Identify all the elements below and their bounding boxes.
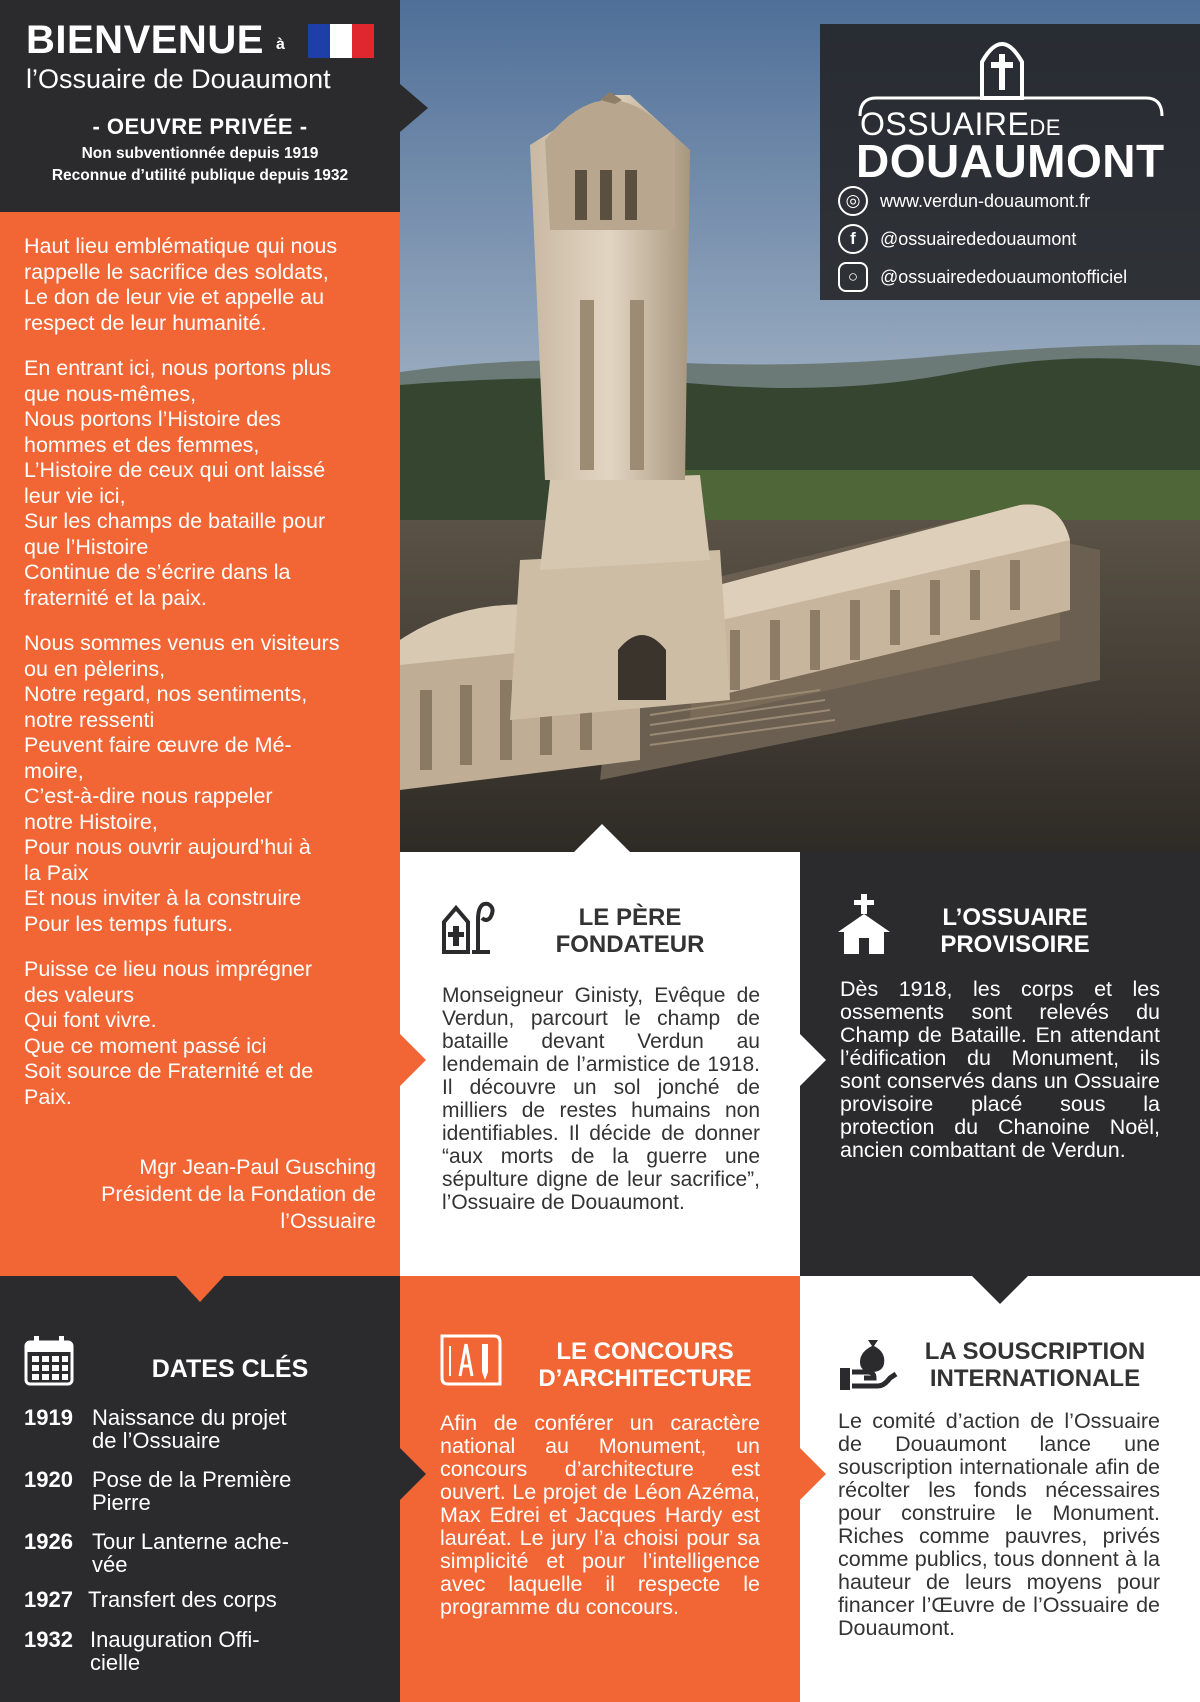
provisoire-arrow xyxy=(800,1034,826,1086)
dates-cles-panel xyxy=(0,1276,400,1702)
concours-panel xyxy=(400,1276,800,1702)
date-text: Transfert des corps xyxy=(88,1587,277,1612)
facebook-link[interactable]: @ossuairededouaumont xyxy=(880,228,1077,249)
souscription-arrow xyxy=(800,1448,826,1500)
donation-hand-icon xyxy=(838,1336,900,1392)
website-row[interactable] xyxy=(838,186,1090,216)
ossuaire-provisoire-panel xyxy=(800,852,1200,1276)
pere-fondateur-panel xyxy=(400,852,800,1276)
dates-title: DATES CLÉS xyxy=(151,1355,309,1383)
pere-body: Monseigneur Ginisty, Evêque de Verdun, parcourt le champ de bataille devant Verdun au lendemain de l’armistice de 1918. Il découvre un sol jonché de milliers de restes humains non identifiables. Il décide de donner “aux morts de la guerre une sépulture digne de leur sacrifice”, l’Ossuaire de Douaumont. xyxy=(442,984,760,1214)
concours-title xyxy=(520,1338,770,1392)
oeuvre-privee: - OEUVRE PRIVÉE - xyxy=(92,114,308,139)
poem-panel xyxy=(0,212,400,1276)
date-year: 1926 xyxy=(24,1529,73,1554)
pere-title-line: FONDATEUR xyxy=(555,931,705,958)
welcome-title: BIENVENUE xyxy=(26,18,264,62)
logo-name-bold: DOUAUMONT xyxy=(856,135,1165,187)
calendar-icon xyxy=(24,1334,74,1386)
date-item xyxy=(24,1588,277,1611)
bishop-icon xyxy=(438,896,496,956)
poem-stanza: Nous sommes venus en visiteurs ou en pèlerins, Notre regard, nos sentiments, notre ressenti Peuvent faire œuvre de Mé- moire, C’est-à-dire nous rappeler notre Histoire, Pour nous ouvrir aujourd’hui à la Paix Et nous inviter à la construire Pour les temps futurs. xyxy=(24,631,340,936)
poem-stanza: Puisse ce lieu nous imprégner des valeurs Qui font vivre. Que ce moment passé ici Soit source de Fraternité et de Paix. xyxy=(24,957,314,1109)
signature-role: Président de la Fondation de xyxy=(101,1182,376,1206)
facebook-icon: f xyxy=(838,224,868,254)
logo-name-de: DE xyxy=(1029,115,1061,140)
provisoire-title-line: PROVISOIRE xyxy=(940,931,1090,958)
blueprint-icon xyxy=(438,1332,504,1390)
poem-signature xyxy=(101,1154,376,1235)
chapel-icon xyxy=(836,894,892,956)
instagram-icon: ○ xyxy=(838,262,868,292)
header-line-1: Non subventionnée depuis 1919 xyxy=(81,145,319,162)
header-line-2: Reconnue d’utilité publique depuis 1932 xyxy=(51,167,349,184)
concours-arrow xyxy=(400,1448,426,1500)
provisoire-arrow-down xyxy=(972,1276,1028,1304)
provisoire-body: Dès 1918, les corps et les ossements sont relevés du Champ de Bataille. En attendant l’édification du Monument, ils sont conservés dans un Ossuaire provisoire placé sous la protection du Chanoine Noël, ancien combattant de Verdun. xyxy=(840,977,1160,1162)
souscription-title xyxy=(900,1338,1170,1392)
pere-arrow xyxy=(400,1034,426,1086)
pere-title-line: LE PÈRE xyxy=(578,904,682,931)
instagram-row[interactable] xyxy=(838,262,1127,292)
header-panel xyxy=(0,0,400,212)
logo-name-part: OSSUAIRE xyxy=(860,106,1030,142)
logo-box xyxy=(820,24,1200,300)
ossuary-logo-icon xyxy=(976,32,1028,102)
date-item xyxy=(24,1628,260,1674)
provisoire-title-line: L’OSSUAIRE xyxy=(942,904,1088,931)
poem-stanza: En entrant ici, nous portons plus que nous-mêmes, Nous portons l’Histoire des hommes et des femmes, L’Histoire de ceux qui ont laissé leur vie ici, Sur les champs de bataille pour que l’Histoire Continue de s’écrire dans la fraternité et la paix. xyxy=(24,356,332,610)
souscription-panel xyxy=(800,1276,1200,1702)
globe-icon: ◎ xyxy=(838,186,868,216)
date-text: Pose de la Première Pierre xyxy=(92,1467,292,1515)
souscription-title-line: LA SOUSCRIPTION xyxy=(924,1338,1146,1365)
date-text: Tour Lanterne ache- vée xyxy=(92,1529,289,1577)
website-link[interactable]: www.verdun-douaumont.fr xyxy=(880,190,1091,211)
date-text: Inauguration Offi- cielle xyxy=(90,1627,260,1675)
date-item xyxy=(24,1406,286,1452)
souscription-body: Le comité d’action de l’Ossuaire de Douaumont lance une souscription internationale afin de récolter les fonds nécessaires pour construire le Monument. Riches comme pauvres, privés comme publics, tous donnent à la hauteur de leurs moyens pour financer l’Œuvre de l’Ossuaire de Douaumont. xyxy=(838,1409,1160,1640)
photo-arrow xyxy=(572,824,632,854)
date-item xyxy=(24,1530,289,1576)
concours-title-line: D’ARCHITECTURE xyxy=(538,1365,752,1392)
welcome-a: à xyxy=(276,36,285,53)
poem-arrow xyxy=(176,1276,224,1302)
date-item xyxy=(24,1468,291,1514)
poem-stanza: Haut lieu emblématique qui nous rappelle le sacrifice des soldats, Le don de leur vie et appelle au respect de leur humanité. xyxy=(24,234,338,335)
french-flag-icon xyxy=(308,24,374,58)
instagram-link[interactable]: @ossuairededouaumontofficiel xyxy=(880,266,1128,287)
header-arrow xyxy=(400,84,428,132)
signature-name: Mgr Jean-Paul Gusching xyxy=(139,1155,376,1179)
pere-title xyxy=(520,904,740,958)
date-year: 1932 xyxy=(24,1627,73,1652)
facebook-row[interactable] xyxy=(838,224,1076,254)
date-year: 1920 xyxy=(24,1467,73,1492)
signature-role: l’Ossuaire xyxy=(280,1209,376,1233)
date-text: Naissance du projet de l’Ossuaire xyxy=(92,1405,287,1453)
poem-text xyxy=(24,234,384,1130)
souscription-title-line: INTERNATIONALE xyxy=(929,1365,1141,1392)
provisoire-title xyxy=(900,904,1130,958)
concours-title-line: LE CONCOURS xyxy=(556,1338,734,1365)
header-subtitle: l’Ossuaire de Douaumont xyxy=(26,64,331,94)
date-year: 1927 xyxy=(24,1587,73,1612)
concours-body: Afin de conférer un caractère national au Monument, un concours d’architecture est ouvert. Le projet de Léon Azéma, Max Edrei et Jacques Hardy est lauréat. Le jury l’a choisi pour sa simplicité et pour l’intelligence avec laquelle il respecte le programme du concours. xyxy=(440,1411,760,1619)
date-year: 1919 xyxy=(24,1405,73,1430)
